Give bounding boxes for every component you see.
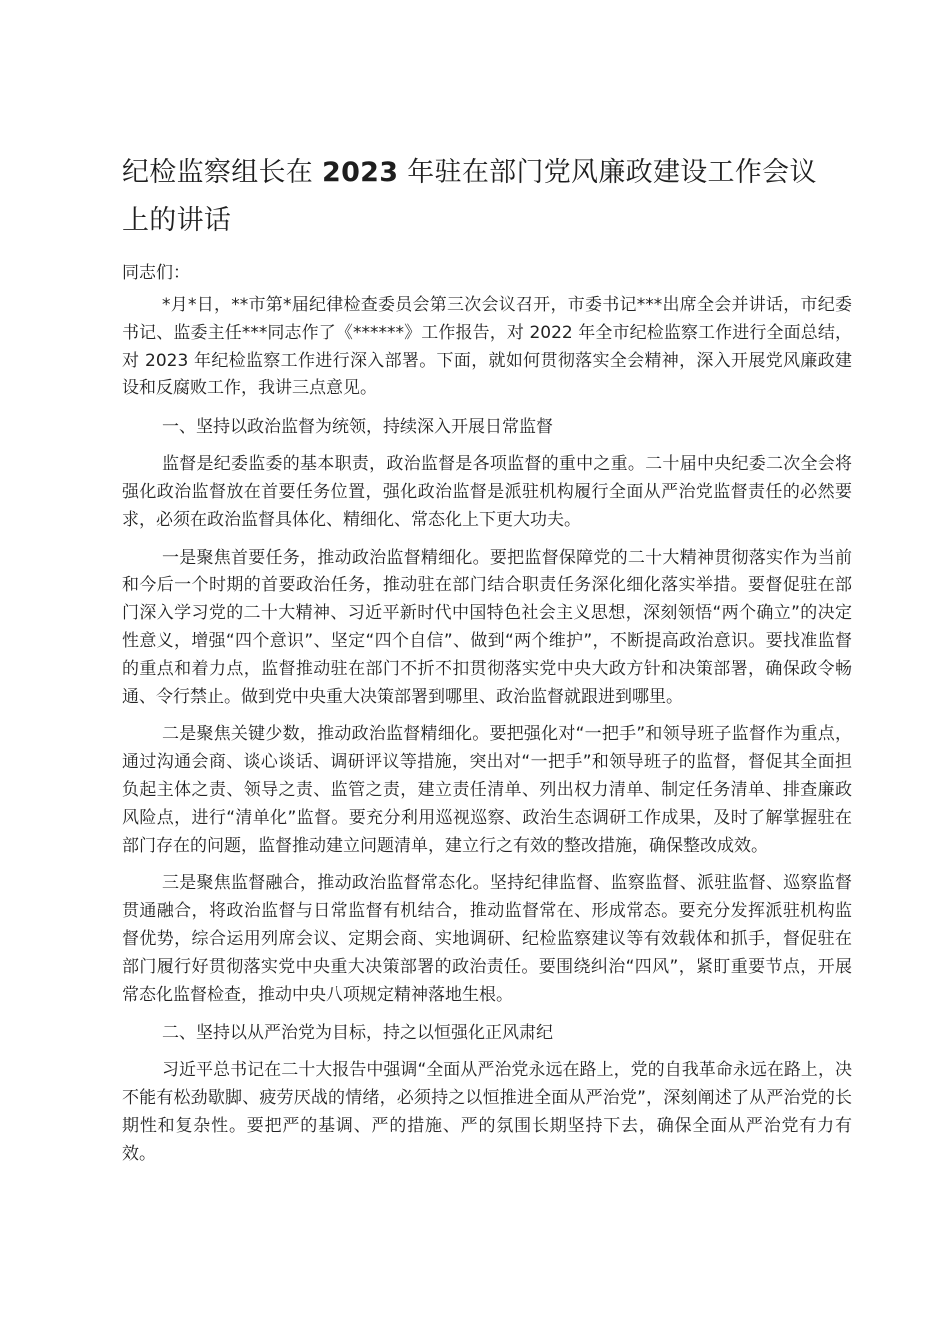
paragraph-intro: *月*日，**市第*届纪律检查委员会第三次会议召开，市委书记***出席全会并讲话，市纪委书记、监委主任***同志作了《******》工作报告，对 2022 年全市纪检监察工作进行全面总结，对 2023 年纪检监察工作进行深入部署。下面，就如何贯彻落实全会精神，深入开展党风廉政建设和反腐败工作，我讲三点意见。 — [122, 295, 852, 399]
title-part-1: 纪检监察组长在 — [122, 157, 314, 188]
paragraph-supervision-duty: 监督是纪委监委的基本职责，政治监督是各项监督的重中之重。二十届中央纪委二次全会将强化政治监督放在首要任务位置，强化政治监督是派驻机构履行全面从严治党监督责任的必然要求，必须在政治监督具体化、精细化、常态化上下更大功夫。 — [122, 454, 852, 530]
section-heading-2: 二、坚持以从严治党为目标，持之以恒强化正风肃纪 — [162, 1023, 553, 1044]
paragraph-point-three: 三是聚焦监督融合，推动政治监督常态化。坚持纪律监督、监察监督、派驻监督、巡察监督贯通融合，将政治监督与日常监督有机结合，推动监督常在、形成常态。要充分发挥派驻机构监督优势，综合运用列席会议、定期会商、实地调研、纪检监察建议等有效载体和抓手，督促驻在部门履行好贯彻落实党中央重大决策部署的政治责任。要围绕纠治“四风”，紧盯重要节点，开展常态化监督检查，推动中央八项规定精神落地生根。 — [122, 873, 852, 1005]
section-heading-1: 一、坚持以政治监督为统领，持续深入开展日常监督 — [162, 417, 553, 438]
title-part-2: 年驻在部门党风廉政建设工作会议上的讲话 — [122, 157, 817, 236]
document-body — [122, 292, 852, 1179]
paragraph-strict-governance: 习近平总书记在二十大报告中强调“全面从严治党永远在路上，党的自我革命永远在路上，决不能有松劲歇脚、疲劳厌战的情绪，必须持之以恒推进全面从严治党”，深刻阐述了从严治党的长期性和复杂性。要把严的基调、严的措施、严的氛围长期坚持下去，确保全面从严治党有力有效。 — [122, 1060, 852, 1164]
title-year: 2023 — [322, 157, 399, 188]
document-title — [122, 149, 842, 245]
paragraph-point-one: 一是聚焦首要任务，推动政治监督精细化。要把监督保障党的二十大精神贯彻落实作为当前和今后一个时期的首要政治任务，推动驻在部门结合职责任务深化细化落实举措。要督促驻在部门深入学习党的二十大精神、习近平新时代中国特色社会主义思想，深刻领悟“两个确立”的决定性意义，增强“四个意识”、坚定“四个自信”、做到“两个维护”，不断提高政治意识。要找准监督的重点和着力点，监督推动驻在部门不折不扣贯彻落实党中央大政方针和决策部署，确保政令畅通、令行禁止。做到党中央重大决策部署到哪里、政治监督就跟进到哪里。 — [122, 547, 852, 707]
paragraph-point-two: 二是聚焦关键少数，推动政治监督精细化。要把强化对“一把手”和领导班子监督作为重点，通过沟通会商、谈心谈话、调研评议等措施，突出对“一把手”和领导班子的监督，督促其全面担负起主体之责、领导之责、监管之责，建立责任清单、列出权力清单、制定任务清单、排查廉政风险点，进行“清单化”监督。要充分利用巡视巡察、政治生态调研工作成果，及时了解掌握驻在部门存在的问题，监督推动建立问题清单，建立行之有效的整改措施，确保整改成效。 — [122, 724, 852, 856]
salutation: 同志们： — [122, 263, 190, 283]
